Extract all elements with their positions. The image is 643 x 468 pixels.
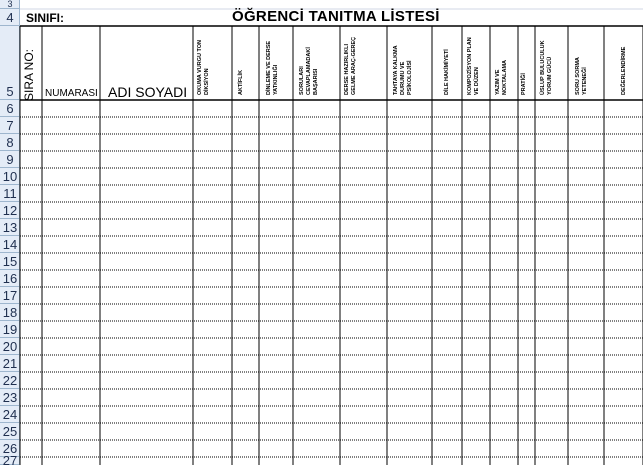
row-number[interactable]: 27 bbox=[0, 457, 20, 465]
header-kompozisyon: KOMPOZİSYON PLAN VE DÜZEN bbox=[467, 37, 480, 95]
row-number[interactable]: 9 bbox=[0, 151, 20, 168]
row-number[interactable]: 10 bbox=[0, 168, 20, 185]
row-number[interactable]: 3 bbox=[0, 0, 20, 9]
header-uslup: ÜSLUP BULUCULUK YORUM GÜCÜ bbox=[540, 40, 553, 95]
row-number[interactable]: 24 bbox=[0, 406, 20, 423]
row-number[interactable]: 4 bbox=[0, 9, 20, 26]
page-title: ÖĞRENCİ TANITMA LİSTESİ bbox=[232, 8, 440, 25]
row-number[interactable]: 8 bbox=[0, 134, 20, 151]
header-yazim: YAZIM VE NOKTALAMA bbox=[495, 59, 508, 95]
row-number[interactable]: 11 bbox=[0, 185, 20, 202]
header-tahtaya: TAHTAYA KALKMA DURUMU VE PSİKOLOJİSİ bbox=[393, 45, 413, 95]
row-number[interactable]: 7 bbox=[0, 117, 20, 134]
row-number[interactable]: 18 bbox=[0, 304, 20, 321]
class-label: SINIFI: bbox=[26, 11, 64, 25]
header-sira-no: SIRA NO: bbox=[22, 48, 36, 101]
row-number[interactable]: 5 bbox=[0, 26, 20, 100]
header-soru-sorma: SORU SORMA YETENEĞİ bbox=[575, 57, 588, 95]
row-number[interactable]: 22 bbox=[0, 372, 20, 389]
row-number[interactable]: 19 bbox=[0, 321, 20, 338]
header-derse-hazirlikli: DERSE HAZIRLIKLI GELME ARAÇ-GEREÇ bbox=[344, 36, 357, 95]
row-number[interactable]: 20 bbox=[0, 338, 20, 355]
header-dinleme: DİNLEME VE DERSE YATKINLIĞI bbox=[266, 40, 279, 95]
header-okuma: OKUMA VURGU TON DİKSİYON bbox=[197, 40, 210, 95]
header-sorulari: SORULARI CEVAPLAMADAKİ BAŞARISI bbox=[299, 47, 319, 95]
row-number[interactable]: 12 bbox=[0, 202, 20, 219]
header-aktiflik: AKTİFLİK bbox=[238, 69, 244, 95]
row-number[interactable]: 15 bbox=[0, 253, 20, 270]
header-degerlendirme: DEĞERLENDİRME bbox=[621, 46, 627, 95]
row-number[interactable]: 26 bbox=[0, 440, 20, 457]
row-number[interactable]: 21 bbox=[0, 355, 20, 372]
row-number[interactable]: 17 bbox=[0, 287, 20, 304]
header-numarasi: NUMARASI bbox=[45, 88, 98, 99]
header-pratigi: PRATİĞİ bbox=[521, 73, 527, 95]
row-number[interactable]: 23 bbox=[0, 389, 20, 406]
header-adi-soyadi: ADI SOYADI bbox=[108, 84, 188, 100]
row-number[interactable]: 6 bbox=[0, 100, 20, 117]
row-number[interactable]: 16 bbox=[0, 270, 20, 287]
row-number[interactable]: 25 bbox=[0, 423, 20, 440]
header-dile: DİLE HAKİMİYETİ bbox=[444, 49, 450, 95]
row-number[interactable]: 13 bbox=[0, 219, 20, 236]
row-number[interactable]: 14 bbox=[0, 236, 20, 253]
